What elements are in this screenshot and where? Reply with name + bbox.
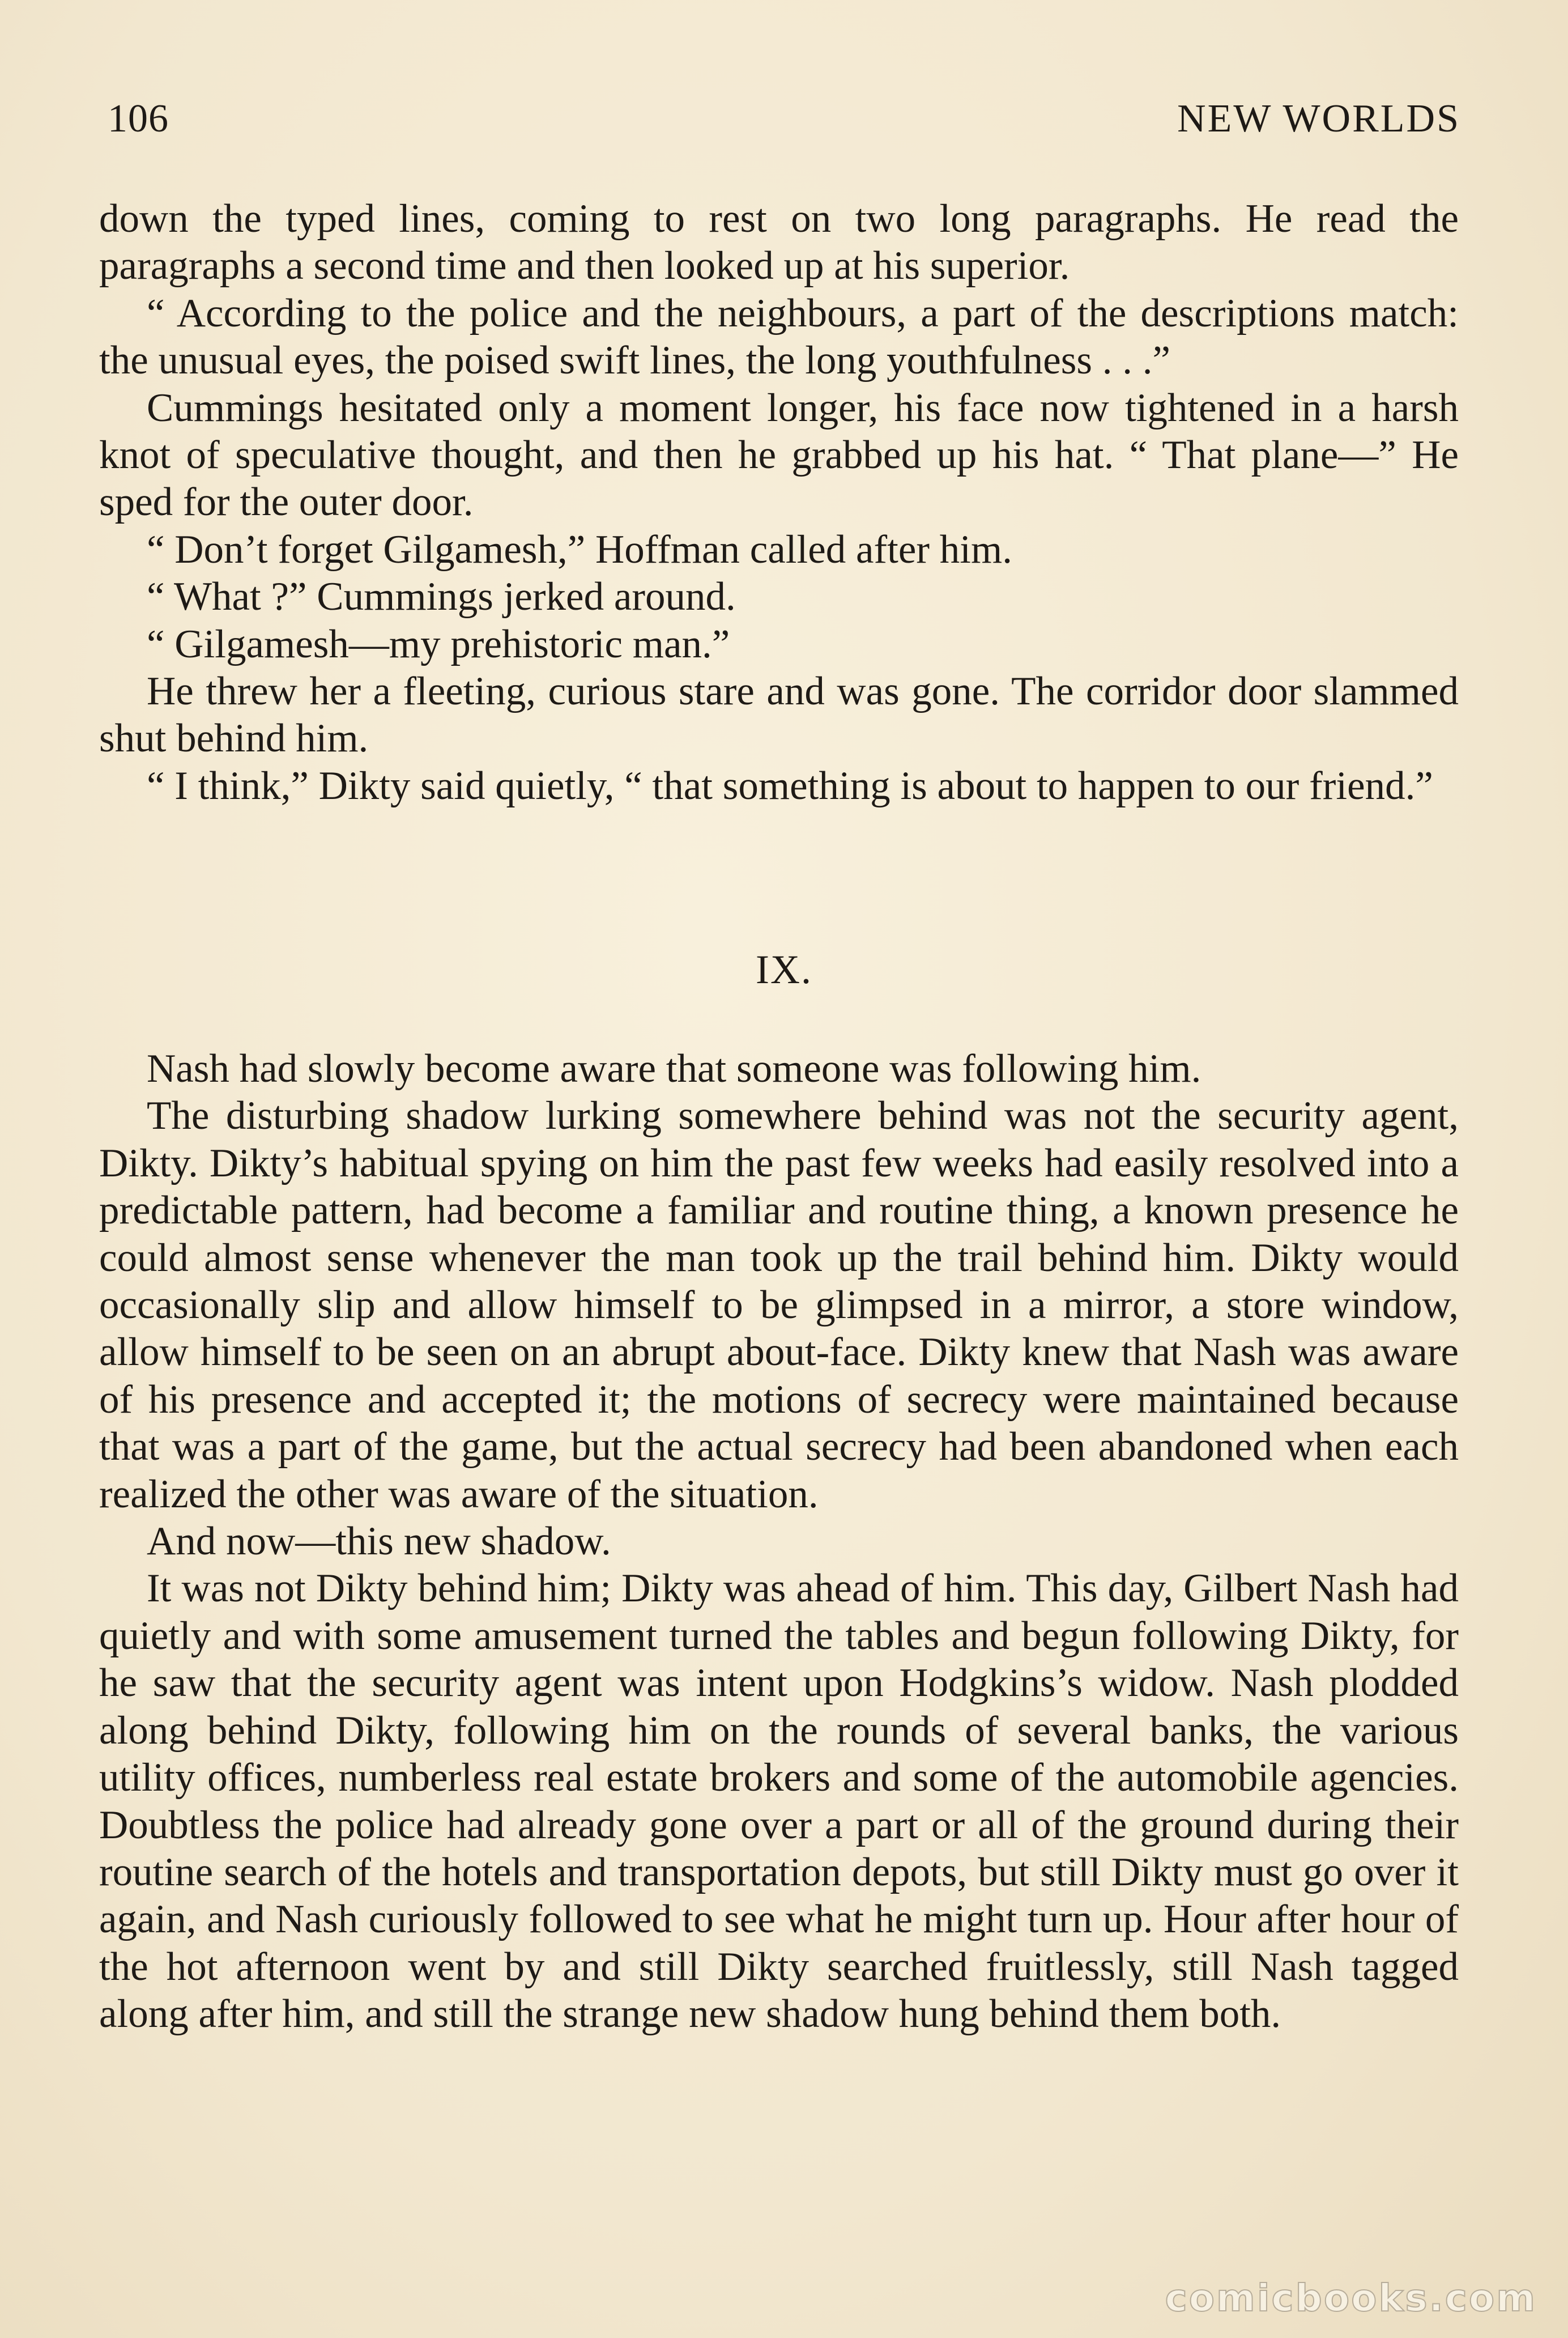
- paragraph: “ I think,” Dikty said quietly, “ that something is about to happen to our friend.”: [147, 763, 1433, 808]
- page-header: [108, 96, 1460, 159]
- section-heading: IX.: [756, 947, 812, 992]
- paragraph: It was not Dikty behind him; Dikty was ahead of him. This day, Gilbert Nash had quietly and with some amusement turned the tables and begun following Dikty, for he saw that the security agent was intent upon Hodgkins’s widow. Nash plodded along behind Dikty, following him on the rounds of several banks, the various utility offices, numberless real estate brokers and some of the automobile agencies. Doubtless the police had already gone over a part or all of the ground during their routine search of the hotels and transportation depots, but still Dikty must go over it again, and Nash curiously followed to see what he might turn up. Hour after hour of the hot afternoon went by and still Dikty searched fruitlessly, still Nash tagged along after him, and still the strange new shadow hung behind them both.: [99, 1566, 1459, 2037]
- paragraph: “ Don’t forget Gilgamesh,” Hoffman called after him.: [147, 527, 1012, 572]
- paragraph: Cummings hesitated only a moment longer, his face now tightened in a harsh knot of speculative thought, and then he grabbed up his hat. “ That plane—” He sped for the outer door.: [99, 385, 1459, 525]
- paragraph: He threw her a fleeting, curious stare and was gone. The corridor door slammed shut behind him.: [99, 669, 1459, 761]
- paragraph: down the typed lines, coming to rest on two long paragraphs. He read the paragraphs a second time and then looked up at his superior.: [99, 197, 1459, 288]
- paragraph: The disturbing shadow lurking somewhere behind was not the security agent, Dikty. Dikty’s habitual spying on him the past few weeks had easily resolved into a predictable pattern, had become a familiar and routine thing, a known presence he could almost sense whenever the man took up the trail behind him. Dikty would occasionally slip and allow himself to be glimpsed in a mirror, a store window, allow himself to be seen on an abrupt about-face. Dikty knew that Nash was aware of his presence and accepted it; the motions of secrecy were maintained because that was a part of the game, but the actual secrecy had been abandoned when each realized the other was aware of the situation.: [99, 1094, 1459, 1516]
- paragraph: “ Gilgamesh—my prehistoric man.”: [147, 622, 730, 666]
- text-block-top: [99, 195, 1459, 810]
- paragraph: And now—this new shadow.: [147, 1519, 611, 1564]
- watermark: comicbooks.com: [1165, 2276, 1537, 2320]
- paragraph: “ What ?” Cummings jerked around.: [147, 575, 736, 619]
- text-block-bottom: [99, 1045, 1459, 2038]
- running-title: NEW WORLDS: [1177, 97, 1460, 141]
- paragraph: Nash had slowly become aware that someone was following him.: [147, 1047, 1201, 1091]
- paragraph: “ According to the police and the neighbours, a part of the descriptions match: the unusual eyes, the poised swift lines, the long youthfulness . . .”: [99, 291, 1459, 383]
- page-number: 106: [108, 97, 169, 141]
